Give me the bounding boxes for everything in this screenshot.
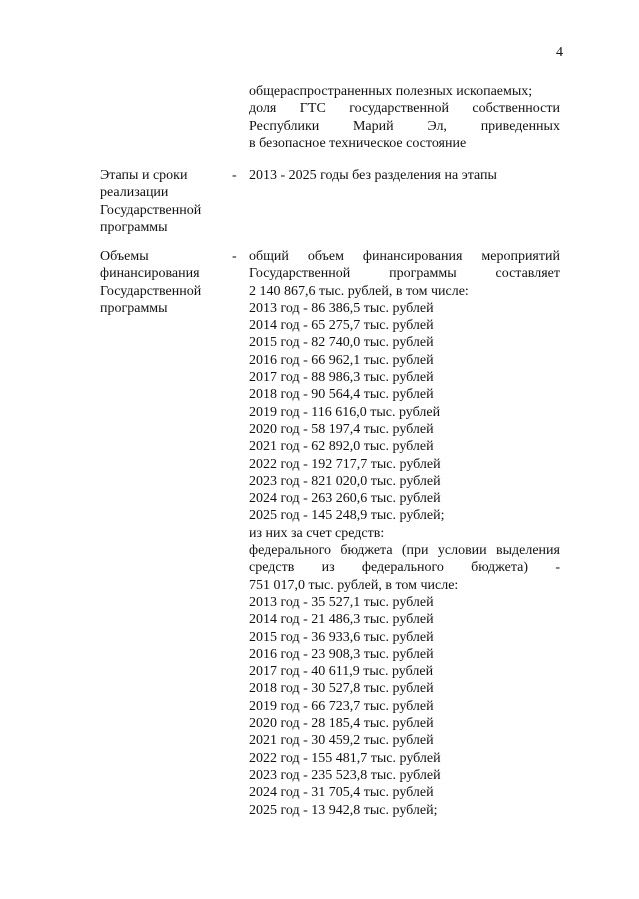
total-year-line: 2016 год - 66 962,1 тыс. рублей bbox=[249, 352, 434, 368]
funding-dash: - bbox=[232, 249, 237, 264]
federal-word: средств bbox=[249, 560, 295, 576]
intro-line-3-word: Республики bbox=[249, 118, 320, 134]
total-year-line: 2017 год - 88 986,3 тыс. рублей bbox=[249, 370, 434, 386]
funding-word: составляет bbox=[495, 266, 560, 282]
intro-line-2-word: доля bbox=[249, 101, 277, 117]
stages-label-line: Государственной bbox=[100, 202, 202, 218]
funding-label-line: финансирования bbox=[100, 266, 200, 282]
federal-word: федерального bbox=[249, 543, 332, 559]
federal-word: бюджета bbox=[340, 543, 393, 559]
funding-word: программы bbox=[389, 266, 457, 282]
federal-year-line: 2013 год - 35 527,1 тыс. рублей bbox=[249, 594, 434, 610]
federal-year-line: 2023 год - 235 523,8 тыс. рублей bbox=[249, 767, 441, 783]
stages-label-line: программы bbox=[100, 219, 168, 235]
federal-year-line: 2017 год - 40 611,9 тыс. рублей bbox=[249, 664, 434, 680]
funding-word: мероприятий bbox=[481, 249, 560, 264]
federal-line-2 bbox=[249, 559, 560, 576]
intro-line-3-word: приведенных bbox=[480, 118, 560, 134]
funding-intro-line-1 bbox=[249, 248, 560, 265]
intro-line-4: в безопасное техническое состояние bbox=[249, 135, 467, 151]
intro-line-2-word: собственности bbox=[472, 101, 560, 117]
funding-word: Государственной bbox=[249, 266, 351, 282]
federal-year-line: 2024 год - 31 705,4 тыс. рублей bbox=[249, 785, 434, 801]
funding-label bbox=[100, 248, 225, 317]
federal-year-line: 2019 год - 66 723,7 тыс. рублей bbox=[249, 698, 434, 714]
federal-year-line: 2015 год - 36 933,6 тыс. рублей bbox=[249, 629, 434, 645]
federal-line-1 bbox=[249, 542, 560, 559]
intro-content bbox=[249, 83, 560, 152]
total-year-line: 2023 год - 821 020,0 тыс. рублей bbox=[249, 473, 441, 489]
stages-text: 2013 - 2025 годы без разделения на этапы bbox=[249, 168, 497, 183]
total-year-line: 2018 год - 90 564,4 тыс. рублей bbox=[249, 387, 434, 403]
total-year-line: 2019 год - 116 616,0 тыс. рублей bbox=[249, 404, 441, 420]
intro-line-3-word: Эл, bbox=[427, 118, 447, 134]
federal-word: бюджета) bbox=[471, 560, 529, 576]
stages-label-line: реализации bbox=[100, 185, 169, 201]
federal-line-3: 751 017,0 тыс. рублей, в том числе: bbox=[249, 577, 459, 593]
federal-word: условии bbox=[437, 543, 487, 559]
stages-content bbox=[249, 167, 560, 184]
federal-word: выделения bbox=[496, 543, 560, 559]
federal-year-line: 2025 год - 13 942,8 тыс. рублей; bbox=[249, 802, 438, 818]
total-year-line: 2021 год - 62 892,0 тыс. рублей bbox=[249, 439, 434, 455]
total-year-line: 2022 год - 192 717,7 тыс. рублей bbox=[249, 456, 441, 472]
intro-line-2-word: государственной bbox=[349, 101, 449, 117]
funding-label-line: Государственной bbox=[100, 283, 202, 299]
federal-year-line: 2018 год - 30 527,8 тыс. рублей bbox=[249, 681, 434, 697]
federal-year-line: 2016 год - 23 908,3 тыс. рублей bbox=[249, 646, 434, 662]
intro-line-3-word: Марий bbox=[352, 118, 394, 134]
total-year-line: 2024 год - 263 260,6 тыс. рублей bbox=[249, 491, 441, 507]
federal-word: из bbox=[321, 560, 335, 576]
federal-word: федерального bbox=[361, 560, 444, 576]
stages-label-line: Этапы и сроки bbox=[100, 168, 188, 183]
federal-word: (при bbox=[401, 543, 429, 559]
total-year-line: 2013 год - 86 386,5 тыс. рублей bbox=[249, 300, 434, 316]
intro-line-2-word: ГТС bbox=[299, 101, 326, 117]
total-year-line: 2015 год - 82 740,0 тыс. рублей bbox=[249, 335, 434, 351]
intro-line-3 bbox=[249, 118, 560, 135]
stages-dash: - bbox=[232, 168, 237, 183]
funding-word: общий bbox=[249, 249, 289, 264]
stages-label bbox=[100, 167, 225, 236]
intro-line-1: общераспространенных полезных ископаемых; bbox=[249, 84, 533, 99]
federal-year-line: 2021 год - 30 459,2 тыс. рублей bbox=[249, 733, 434, 749]
federal-year-line: 2020 год - 28 185,4 тыс. рублей bbox=[249, 716, 434, 732]
total-year-line: 2025 год - 145 248,9 тыс. рублей; bbox=[249, 508, 445, 524]
sources-intro: из них за счет средств: bbox=[249, 525, 385, 541]
intro-line-2 bbox=[249, 100, 560, 117]
federal-year-line: 2014 год - 21 486,3 тыс. рублей bbox=[249, 612, 434, 628]
federal-word: - bbox=[555, 560, 560, 576]
total-year-line: 2020 год - 58 197,4 тыс. рублей bbox=[249, 421, 434, 437]
funding-word: объем bbox=[307, 249, 344, 264]
funding-word: финансирования bbox=[362, 249, 463, 264]
funding-intro-line-2 bbox=[249, 265, 560, 282]
page-number: 4 bbox=[556, 45, 563, 60]
funding-label-line: программы bbox=[100, 300, 168, 316]
funding-content bbox=[249, 248, 560, 819]
funding-label-line: Объемы bbox=[100, 249, 149, 264]
funding-intro-line-3: 2 140 867,6 тыс. рублей, в том числе: bbox=[249, 283, 469, 299]
federal-year-line: 2022 год - 155 481,7 тыс. рублей bbox=[249, 750, 441, 766]
total-year-line: 2014 год - 65 275,7 тыс. рублей bbox=[249, 318, 434, 334]
